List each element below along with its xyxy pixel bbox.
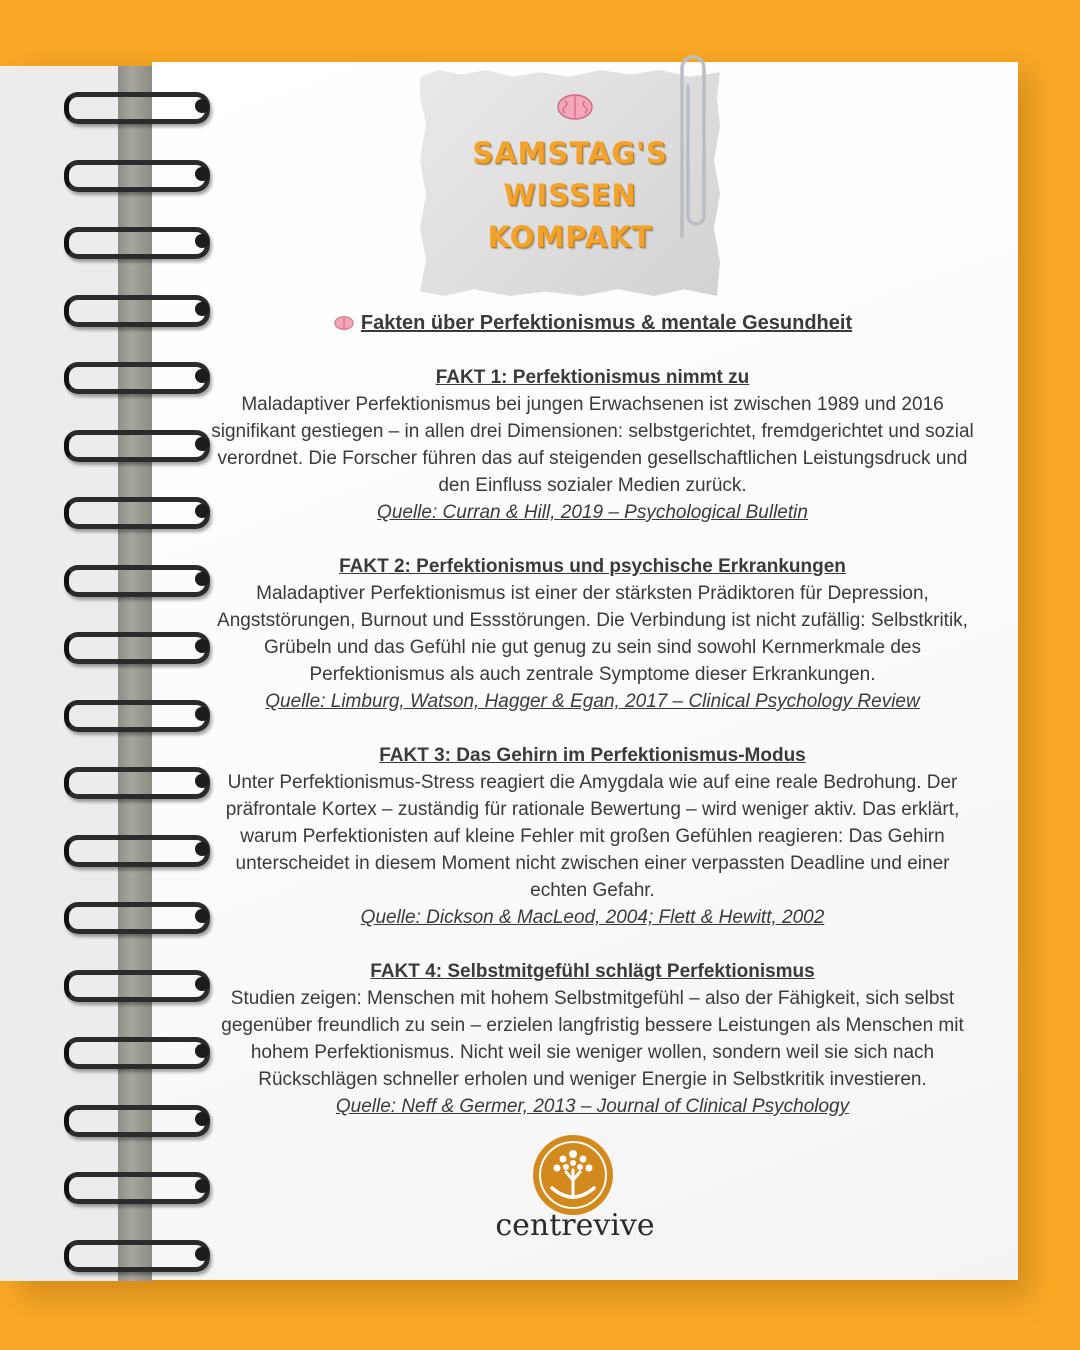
fact-heading: FAKT 2: Perfektionismus und psychische Erkrankungen	[339, 556, 846, 577]
main-content	[205, 310, 980, 1120]
paperclip-icon	[668, 46, 708, 246]
note-title-line2: WISSEN KOMPAKT	[487, 178, 653, 254]
headline-text: Fakten über Perfektionismus & mentale Gesundheit	[360, 312, 853, 334]
spiral-ring	[64, 767, 210, 799]
fact-4	[205, 958, 980, 1120]
fact-source: Quelle: Neff & Germer, 2013 – Journal of Clinical Psychology	[335, 1096, 850, 1117]
fact-3	[205, 742, 980, 931]
fact-source: Quelle: Curran & Hill, 2019 – Psychological Bulletin	[377, 502, 808, 523]
spiral-ring	[64, 295, 210, 327]
logo-text: centrevive	[495, 1208, 655, 1243]
spiral-ring	[64, 92, 210, 124]
spiral-ring	[64, 1037, 210, 1069]
spiral-ring	[64, 1240, 210, 1272]
fact-heading: FAKT 3: Das Gehirn im Perfektionismus-Modus	[379, 745, 806, 766]
centrevive-logo-icon	[530, 1132, 616, 1218]
spiral-ring	[64, 160, 210, 192]
fact-source: Quelle: Limburg, Watson, Hagger & Egan, 2017 – Clinical Psychology Review	[265, 691, 920, 712]
fact-body: Maladaptiver Perfektionismus ist einer der stärksten Prädiktoren für Depression, Angststörungen, Burnout und Essstörungen. Die Verbindung ist nicht zufällig: Selbstkritik, Grübeln und das Gefühl nie gut genug zu sein sind sowohl Kernmerkmale des Perfektionismus als auch zentrale Symptome dieser Erkrankungen.	[217, 583, 968, 685]
fact-body: Unter Perfektionismus-Stress reagiert die Amygdala wie auf eine reale Bedrohung. Der präfrontale Kortex – zuständig für rationale Bewertung – wird weniger aktiv. Das erklärt, warum Perfektionisten auf kleine Fehler mit großen Gefühlen reagieren: Das Gehirn unterscheidet in diesem Moment nicht zwischen einer verpassten Deadline und einer echten Gefahr.	[225, 772, 960, 901]
brain-icon	[555, 92, 595, 122]
fact-body: Studien zeigen: Menschen mit hohem Selbstmitgefühl – also der Fähigkeit, sich selbst gegenüber freundlich zu sein – erzielen langfristig bessere Leistungen als Menschen mit hohem Perfektionismus. Nicht weil sie weniger wollen, sondern weil sie sich nach Rückschlägen schneller erholen und weniger Energie in Selbstkritik investieren.	[221, 988, 964, 1090]
spiral-ring	[64, 902, 210, 934]
fact-1	[205, 364, 980, 526]
note-title-line1: SAMSTAG'S	[472, 136, 668, 170]
spiral-ring	[64, 835, 210, 867]
fact-heading: FAKT 1: Perfektionismus nimmt zu	[435, 367, 750, 388]
fact-heading: FAKT 4: Selbstmitgefühl schlägt Perfektionismus	[370, 961, 815, 982]
spiral-binding	[56, 92, 216, 1252]
fact-source: Quelle: Dickson & MacLeod, 2004; Flett & Hewitt, 2002	[360, 907, 825, 928]
spiral-ring	[64, 632, 210, 664]
spiral-ring	[64, 1172, 210, 1204]
fact-2	[205, 553, 980, 715]
brain-icon	[333, 315, 355, 331]
spiral-ring	[64, 565, 210, 597]
headline	[205, 310, 980, 337]
spiral-ring	[64, 700, 210, 732]
fact-body: Maladaptiver Perfektionismus bei jungen Erwachsenen ist zwischen 1989 und 2016 signifikant gestiegen – in allen drei Dimensionen: selbstgerichtet, fremdgerichtet und sozial verordnet. Die Forscher führen das auf steigenden gesellschaftlichen Leistungsdruck und den Einfluss sozialer Medien zurück.	[211, 394, 974, 496]
spiral-ring	[64, 430, 210, 462]
spiral-ring	[64, 362, 210, 394]
spiral-ring	[64, 970, 210, 1002]
spiral-ring	[64, 497, 210, 529]
spiral-ring	[64, 1105, 210, 1137]
spiral-ring	[64, 227, 210, 259]
